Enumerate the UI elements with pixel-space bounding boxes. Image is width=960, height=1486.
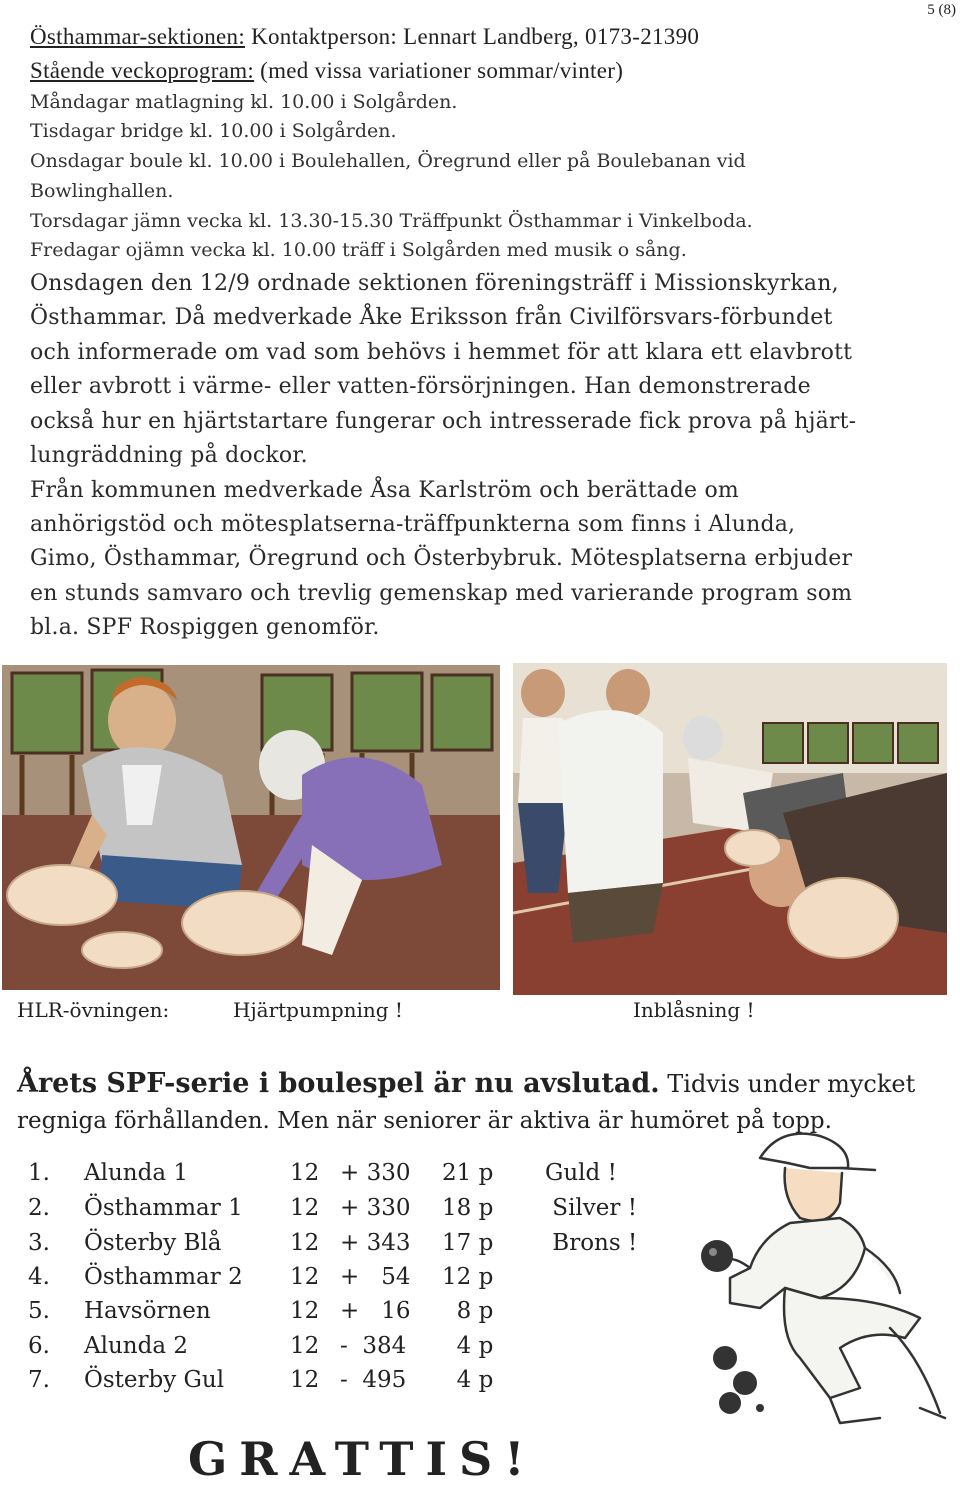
boule-heading (17, 1068, 915, 1099)
schedule-line: Fredagar ojämn vecka kl. 10.00 träff i Solgården med musik o sång. (30, 239, 687, 261)
program-label: Stående veckoprogram: (30, 58, 255, 83)
boule-heading-rest: Tidvis under mycket (659, 1070, 916, 1098)
section-contact: Kontaktperson: Lennart Landberg, 0173-21390 (245, 24, 700, 49)
boule-heading-line2: regniga förhållanden. Men när seniorer är aktiva är humöret på topp. (17, 1108, 832, 1134)
standings-diff: + 16 (340, 1298, 411, 1324)
standings-pos: 7. (28, 1367, 50, 1393)
caption-breaths: Inblåsning ! (633, 998, 755, 1022)
standings-points: 12 p (442, 1264, 494, 1290)
body-line: Från kommunen medverkade Åsa Karlström och berättade om (30, 478, 739, 503)
body-line: lungräddning på dockor. (30, 443, 308, 468)
standings-points: 21 p (442, 1160, 494, 1186)
schedule-line: Bowlinghallen. (30, 180, 174, 202)
standings-pos: 5. (28, 1298, 50, 1324)
standings-points: 8 p (442, 1298, 494, 1324)
program-note: (med vissa variationer sommar/vinter) (254, 58, 624, 83)
standings-played: 12 (290, 1367, 320, 1393)
boule-heading-bold: Årets SPF-serie i boulespel är nu avslutad. (17, 1068, 660, 1099)
standings-team: Alunda 2 (84, 1333, 188, 1359)
standings-diff: + 54 (340, 1264, 411, 1290)
page-number: 5 (8) (927, 2, 956, 18)
standings-team: Österby Blå (84, 1230, 222, 1256)
body-line: Gimo, Östhammar, Öregrund och Österbybruk. Mötesplatserna erbjuder (30, 546, 853, 571)
section-header (30, 24, 699, 50)
standings-played: 12 (290, 1264, 320, 1290)
body-line: en stunds samvaro och trevlig gemenskap med varierande program som (30, 581, 853, 606)
standings-diff: + 330 (340, 1160, 411, 1186)
standings-pos: 6. (28, 1333, 50, 1359)
standings-diff: - 384 (340, 1333, 407, 1359)
standings-team: Havsörnen (84, 1298, 211, 1324)
section-name: Östhammar-sektionen: (30, 24, 246, 49)
standings-points: 17 p (442, 1230, 494, 1256)
standings-played: 12 (290, 1333, 320, 1359)
standings-team: Alunda 1 (84, 1160, 188, 1186)
standings-diff: + 330 (340, 1195, 411, 1221)
schedule-line: Måndagar matlagning kl. 10.00 i Solgården. (30, 91, 458, 113)
standings-pos: 2. (28, 1195, 50, 1221)
caption-label: HLR-övningen: (17, 998, 170, 1022)
caption-compressions: Hjärtpumpning ! (233, 998, 403, 1022)
standings-played: 12 (290, 1160, 320, 1186)
body-line: och informerade om vad som behövs i hemmet för att klara ett elavbrott (30, 340, 853, 365)
standings-points: 18 p (442, 1195, 494, 1221)
standings-medal: Silver ! (545, 1195, 637, 1221)
cpr-breaths-photo (513, 663, 947, 995)
cpr-compressions-photo (2, 665, 500, 990)
standings-medal: Guld ! (545, 1160, 617, 1186)
standings-pos: 4. (28, 1264, 50, 1290)
standings-pos: 1. (28, 1160, 50, 1186)
body-line: anhörigstöd och mötesplatserna-träffpunkterna som finns i Alunda, (30, 512, 796, 537)
standings-medal: Brons ! (545, 1230, 638, 1256)
boule-player-illustration (690, 1128, 952, 1432)
schedule-line: Torsdagar jämn vecka kl. 13.30-15.30 Träffpunkt Östhammar i Vinkelboda. (30, 210, 753, 232)
standings-points: 4 p (442, 1333, 494, 1359)
standings-pos: 3. (28, 1230, 50, 1256)
body-line: Onsdagen den 12/9 ordnade sektionen föreningsträff i Missionskyrkan, (30, 271, 839, 296)
standings-points: 4 p (442, 1367, 494, 1393)
standings-diff: + 343 (340, 1230, 411, 1256)
standings-diff: - 495 (340, 1367, 407, 1393)
body-line: bl.a. SPF Rospiggen genomför. (30, 615, 380, 640)
program-header (30, 58, 623, 84)
body-line: eller avbrott i värme- eller vatten-försörjningen. Han demonstrerade (30, 374, 811, 399)
standings-team: Östhammar 2 (84, 1264, 243, 1290)
standings-played: 12 (290, 1195, 320, 1221)
standings-team: Österby Gul (84, 1367, 225, 1393)
body-line: också hur en hjärtstartare fungerar och intresserade fick prova på hjärt- (30, 409, 857, 434)
schedule-line: Onsdagar boule kl. 10.00 i Boulehallen, Öregrund eller på Boulebanan vid (30, 150, 746, 172)
schedule-line: Tisdagar bridge kl. 10.00 i Solgården. (30, 120, 397, 142)
standings-team: Östhammar 1 (84, 1195, 243, 1221)
standings-played: 12 (290, 1230, 320, 1256)
standings-played: 12 (290, 1298, 320, 1324)
body-line: Östhammar. Då medverkade Åke Eriksson från Civilförsvars-förbundet (30, 305, 833, 330)
congratulations-text: GRATTIS! (188, 1432, 537, 1486)
